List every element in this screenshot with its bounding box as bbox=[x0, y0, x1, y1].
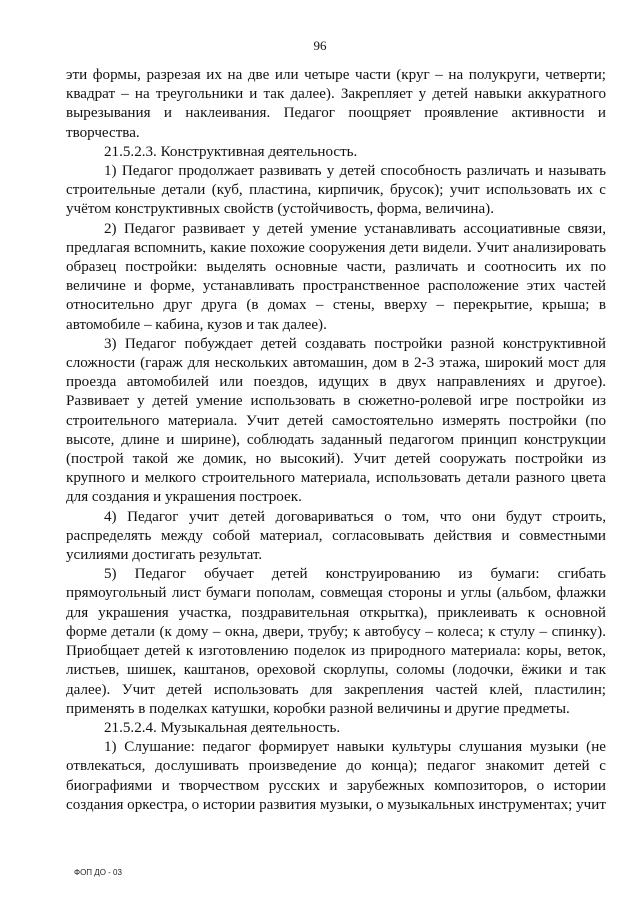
page-number: 96 bbox=[313, 38, 327, 53]
footer-label: ФОП ДО - 03 bbox=[74, 868, 122, 877]
paragraph: 1) Педагог продолжает развивать у детей способность различать и называть строительные детали (куб, пластина, кирпичик, брусок); учит использовать их с учётом конструктивных свойств (устойчивость, форма, величина). bbox=[66, 163, 606, 218]
paragraph: 4) Педагог учит детей договариваться о том, что они будут строить, распределять между собой материал, согласовывать действия и совместными усилиями достигать результат. bbox=[66, 508, 606, 564]
paragraph: 1) Слушание: педагог формирует навыки культуры слушания музыки (не отвлекаться, дослушивать произведение до конца); педагог знакомит детей с биографиями и творчеством русских и зарубежных композиторов, о истории создания оркестра, о истории развития музыки, о музыкальных инструментах; учит bbox=[66, 739, 606, 813]
paragraph: 21.5.2.4. Музыкальная деятельность. bbox=[104, 719, 341, 736]
paragraph: 21.5.2.3. Конструктивная деятельность. bbox=[104, 143, 358, 160]
paragraph: 5) Педагог обучает детей конструированию из бумаги: сгибать прямоугольный лист бумаги пополам, совмещая стороны и углы (альбом, флажки для украшения участка, поздравительная открытка), приклеивать к основной форме детали (к дому – окна, двери, трубу; к автобусу – колеса; к стулу – спинку). Приобщает детей к изготовлению поделок из природного материала: коры, веток, листьев, шишек, каштанов, ореховой скорлупы, соломы (лодочки, ёжики и так далее). Учит детей использовать для закрепления частей клей, пластилин; применять в поделках катушки, коробки разной величины и другие предметы. bbox=[66, 566, 606, 717]
paragraph: 2) Педагог развивает у детей умение устанавливать ассоциативные связи, предлагая вспомнить, какие похожие сооружения дети видели. Учит анализировать образец постройки: выделять основные части, различать и соотносить их по величине и форме, устанавливать пространственное расположение этих частей относительно друг друга (в домах – стены, вверху – перекрытие, крыша; в автомобиле – кабина, кузов и так далее). bbox=[66, 220, 606, 333]
paragraph: эти формы, разрезая их на две или четыре части (круг – на полукруги, четверти; квадрат – на треугольники и так далее). Закрепляет у детей навыки аккуратного вырезывания и наклеивания. Педагог поощряет проявление активности и творчества. bbox=[66, 67, 606, 141]
paragraph: 3) Педагог побуждает детей создавать постройки разной конструктивной сложности (гараж для нескольких автомашин, дом в 2-3 этажа, широкий мост для проезда автомобилей или поездов, идущих в двух направлениях и другое). Развивает у детей умение использовать в сюжетно-ролевой игре постройки из строительного материала. Учит детей самостоятельно измерять постройки (по высоте, длине и ширине), соблюдать заданный педагогом принцип конструкции (построй такой же домик, но высокий). Учит детей сооружать постройки из крупного и мелкого строительного материала, использовать детали разного цвета для создания и украшения построек. bbox=[66, 335, 606, 506]
body-text bbox=[66, 66, 606, 815]
